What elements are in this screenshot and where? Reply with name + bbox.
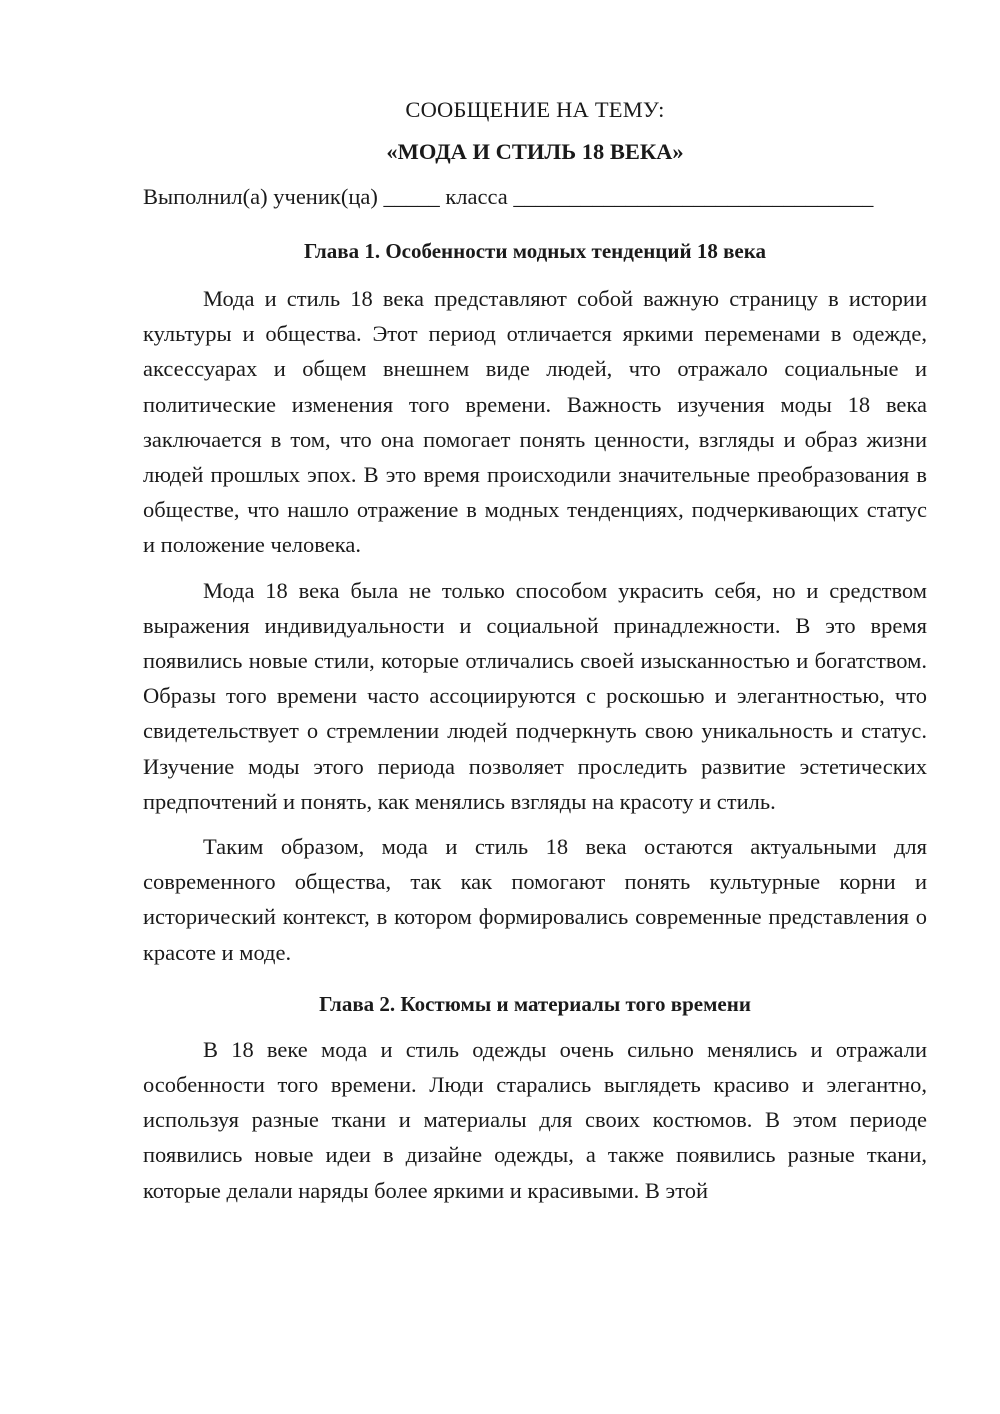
document-page (143, 92, 927, 1208)
report-title-line-2: «МОДА И СТИЛЬ 18 ВЕКА» (386, 139, 684, 164)
chapter-1-paragraph-2: Мода 18 века была не только способом украсить себя, но и средством выражения индивидуальности и социальной принадлежности. В это время появились новые стили, которые отличались своей изысканностью и богатством. Образы того времени часто ассоциируются с роскошью и элегантностью, что свидетельствует о стремлении людей подчеркнуть свою уникальность и статус. Изучение моды этого периода позволяет проследить развитие эстетических предпочтений и понять, как менялись взгляды на красоту и стиль. (143, 577, 927, 814)
chapter-1-heading: Глава 1. Особенности модных тенденций 18 века (303, 239, 767, 263)
report-title-line-1: СООБЩЕНИЕ НА ТЕМУ: (405, 97, 665, 122)
chapter-1-paragraph-1: Мода и стиль 18 века представляют собой важную страницу в истории культуры и общества. Этот период отличается яркими переменами в одежде, аксессуарах и общем внешнем виде людей, что отражало социальные и политические изменения того времени. Важность изучения моды 18 века заключается в том, что она помогает понять ценности, взгляды и образ жизни людей прошлых эпох. В это время происходили значительные преобразования в обществе, что нашло отражение в модных тенденциях, подчеркивающих статус и положение человека. (143, 286, 927, 558)
chapter-1-paragraph-3: Таким образом, мода и стиль 18 века остаются актуальными для современного общества, так как помогают понять культурные корни и исторический контекст, в котором формировались современные представления о красоте и моде. (143, 834, 927, 965)
chapter-2-paragraph-1: В 18 веке мода и стиль одежды очень сильно менялись и отражали особенности того времени. Люди старались выглядеть красиво и элегантно, используя разные ткани и материалы для своих костюмов. В этом периоде появились новые идеи в дизайне одежды, а также появились разные ткани, которые делали наряды более яркими и красивыми. В этой (143, 1036, 927, 1203)
chapter-2-heading: Глава 2. Костюмы и материалы того времени (319, 991, 751, 1016)
author-line: Выполнил(а) ученик(ца) _____ класса ________________________________ (143, 184, 874, 209)
